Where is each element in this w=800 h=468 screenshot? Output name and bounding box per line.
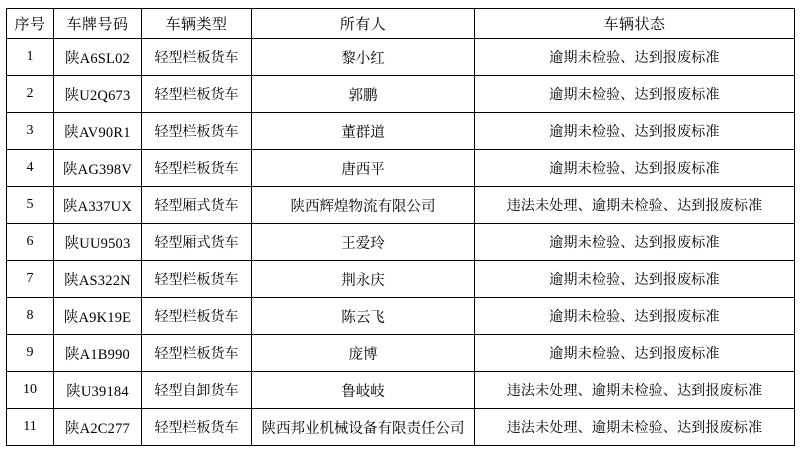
table-row xyxy=(7,335,795,372)
cell-type: 轻型栏板货车 xyxy=(142,409,252,446)
cell-index: 9 xyxy=(7,335,54,372)
column-header-plate: 车牌号码 xyxy=(54,9,142,39)
table-body xyxy=(7,39,795,446)
cell-status: 逾期未检验、达到报废标准 xyxy=(475,298,795,335)
cell-index: 8 xyxy=(7,298,54,335)
cell-owner: 陈云飞 xyxy=(252,298,475,335)
cell-status: 违法未处理、逾期未检验、达到报废标准 xyxy=(475,409,795,446)
table-row xyxy=(7,372,795,409)
column-header-owner: 所有人 xyxy=(252,9,475,39)
cell-index: 3 xyxy=(7,113,54,150)
cell-owner: 黎小红 xyxy=(252,39,475,76)
cell-owner: 唐西平 xyxy=(252,150,475,187)
column-header-index: 序号 xyxy=(7,9,54,39)
cell-type: 轻型栏板货车 xyxy=(142,261,252,298)
cell-owner: 陕西邦业机械设备有限责任公司 xyxy=(252,409,475,446)
cell-type: 轻型栏板货车 xyxy=(142,76,252,113)
cell-index: 7 xyxy=(7,261,54,298)
cell-index: 6 xyxy=(7,224,54,261)
cell-status: 逾期未检验、达到报废标准 xyxy=(475,224,795,261)
cell-plate: 陕U2Q673 xyxy=(54,76,142,113)
cell-index: 11 xyxy=(7,409,54,446)
cell-status: 逾期未检验、达到报废标准 xyxy=(475,150,795,187)
cell-owner: 郭鹏 xyxy=(252,76,475,113)
table-row xyxy=(7,187,795,224)
cell-status: 逾期未检验、达到报废标准 xyxy=(475,39,795,76)
column-header-type: 车辆类型 xyxy=(142,9,252,39)
cell-plate: 陕AS322N xyxy=(54,261,142,298)
cell-status: 逾期未检验、达到报废标准 xyxy=(475,335,795,372)
table-row xyxy=(7,409,795,446)
cell-owner: 鲁岐岐 xyxy=(252,372,475,409)
cell-index: 10 xyxy=(7,372,54,409)
cell-plate: 陕AG398V xyxy=(54,150,142,187)
cell-owner: 陕西辉煌物流有限公司 xyxy=(252,187,475,224)
cell-plate: 陕A9K19E xyxy=(54,298,142,335)
table-header-row xyxy=(7,9,795,39)
cell-owner: 荆永庆 xyxy=(252,261,475,298)
cell-type: 轻型栏板货车 xyxy=(142,39,252,76)
cell-plate: 陕A6SL02 xyxy=(54,39,142,76)
table-row xyxy=(7,150,795,187)
cell-plate: 陕U39184 xyxy=(54,372,142,409)
table-row xyxy=(7,39,795,76)
cell-status: 逾期未检验、达到报废标准 xyxy=(475,261,795,298)
cell-type: 轻型厢式货车 xyxy=(142,224,252,261)
vehicle-status-table xyxy=(6,8,795,446)
cell-plate: 陕UU9503 xyxy=(54,224,142,261)
cell-owner: 庞博 xyxy=(252,335,475,372)
table-row xyxy=(7,261,795,298)
cell-plate: 陕A1B990 xyxy=(54,335,142,372)
cell-status: 逾期未检验、达到报废标准 xyxy=(475,113,795,150)
cell-type: 轻型栏板货车 xyxy=(142,113,252,150)
cell-type: 轻型厢式货车 xyxy=(142,187,252,224)
cell-index: 1 xyxy=(7,39,54,76)
table-header xyxy=(7,9,795,39)
cell-plate: 陕AV90R1 xyxy=(54,113,142,150)
table-row xyxy=(7,76,795,113)
cell-index: 2 xyxy=(7,76,54,113)
cell-owner: 董群道 xyxy=(252,113,475,150)
cell-type: 轻型栏板货车 xyxy=(142,150,252,187)
cell-plate: 陕A2C277 xyxy=(54,409,142,446)
cell-plate: 陕A337UX xyxy=(54,187,142,224)
cell-index: 4 xyxy=(7,150,54,187)
cell-type: 轻型栏板货车 xyxy=(142,335,252,372)
table-row xyxy=(7,298,795,335)
cell-status: 逾期未检验、达到报废标准 xyxy=(475,76,795,113)
cell-index: 5 xyxy=(7,187,54,224)
cell-type: 轻型自卸货车 xyxy=(142,372,252,409)
table-row xyxy=(7,113,795,150)
cell-status: 违法未处理、逾期未检验、达到报废标准 xyxy=(475,187,795,224)
cell-type: 轻型栏板货车 xyxy=(142,298,252,335)
column-header-status: 车辆状态 xyxy=(475,9,795,39)
cell-status: 违法未处理、逾期未检验、达到报废标准 xyxy=(475,372,795,409)
table-row xyxy=(7,224,795,261)
cell-owner: 王爱玲 xyxy=(252,224,475,261)
